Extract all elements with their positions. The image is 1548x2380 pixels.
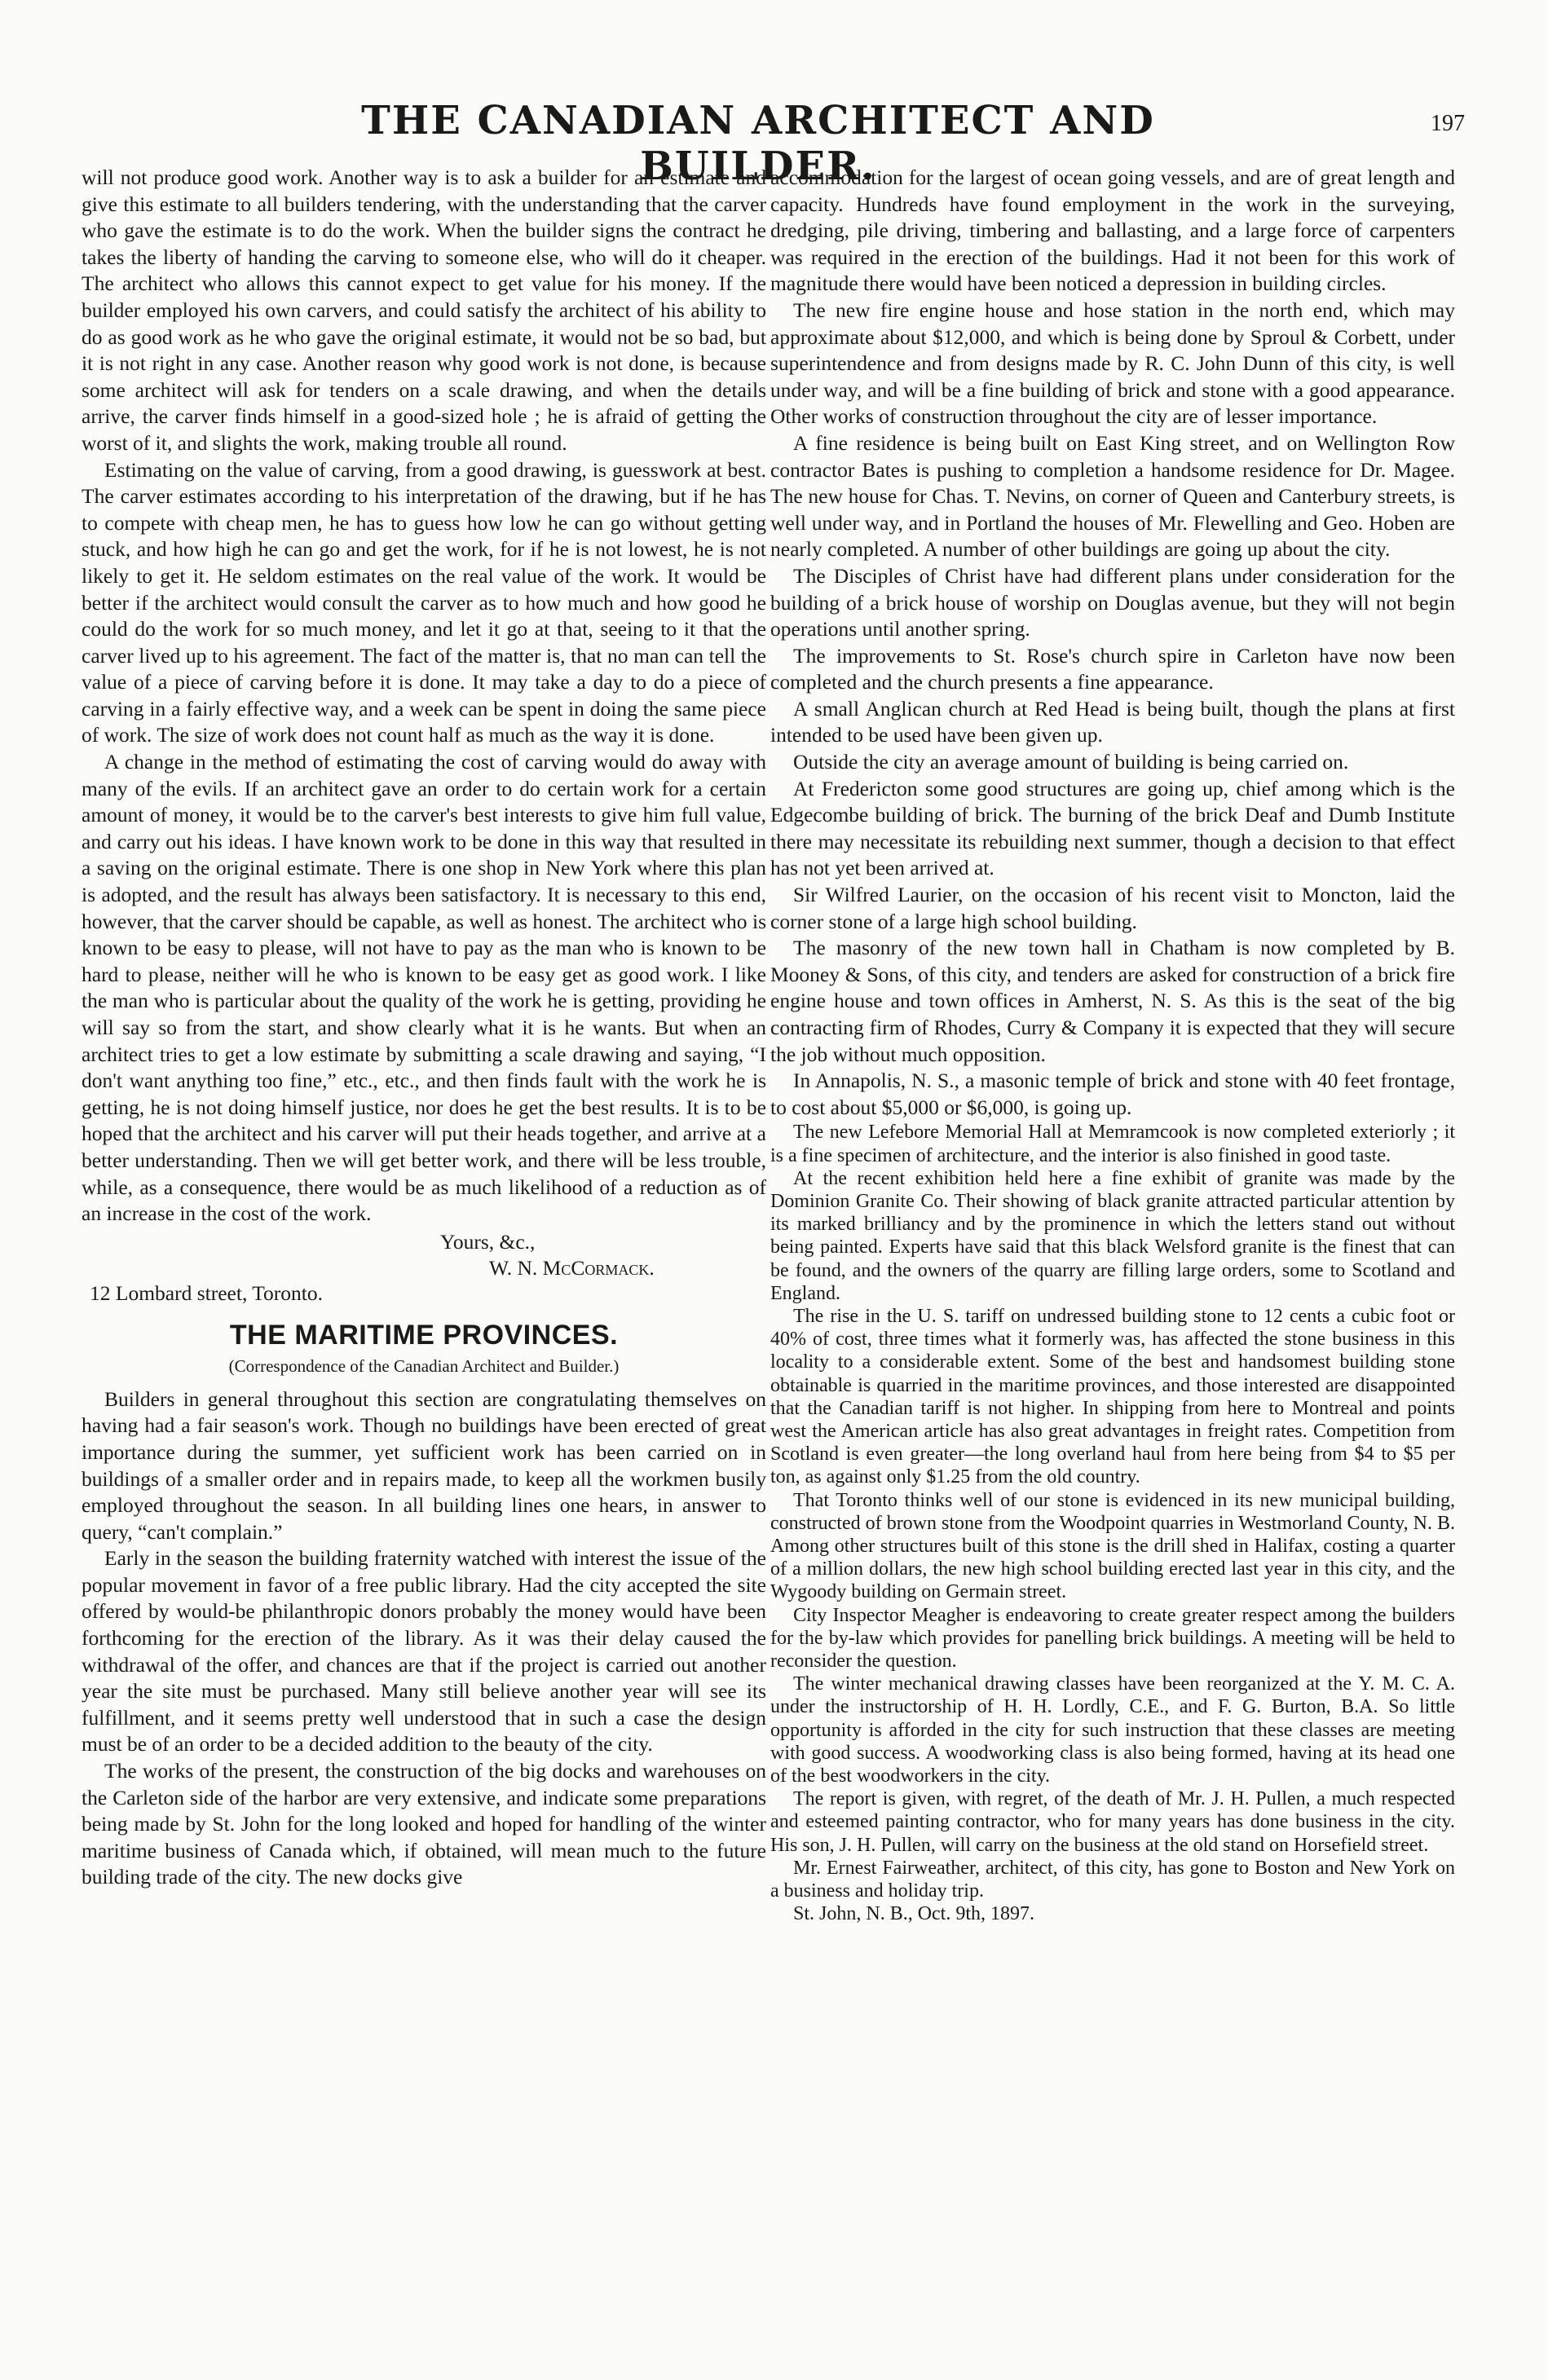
page-number: 197: [1431, 111, 1465, 136]
paragraph: The rise in the U. S. tariff on undressed building stone to 12 cents a cubic foot or 40% of cost, three times what it formerly was, has affected the stone business in this locality to a considerable extent. Some of the best and handsomest building stone obtainable is quarried in the maritime provinces, and those interested are disappointed that the Canadian tariff is not higher. In shipping from here to Montreal and points west the American article has also great advantages in freight rates. Competition from Scotland is even greater—the long overland haul from here being from $4 to $5 per ton, as against only $1.25 from the old country.: [770, 1306, 1455, 1488]
paragraph: The new Lefebore Memorial Hall at Memramcook is now completed exteriorly ; it is a fine specimen of architecture, and the interior is also finished in good taste.: [770, 1122, 1455, 1166]
paragraph: Estimating on the value of carving, from a good drawing, is guesswork at best. The carver estimates according to his interpretation of the drawing, but if he has to compete with cheap men, he has to guess how low he can go without getting stuck, and how high he can go and get the work, for if he is not lowest, he is not likely to get it. He seldom estimates on the real value of the work. It would be better if the architect would consult the carver as to how much and how good he could do the work for so much money, and let it go at that, seeing to it that the carver lived up to his agreement. The fact of the matter is, that no man can tell the value of a piece of carving before it is done. It may take a day to do a piece of carving in a fairly effective way, and a week can be spent in doing the same piece of work. The size of work does not count half as much as the way it is done.: [82, 457, 766, 747]
author-name: W. N. McCormack.: [489, 1256, 655, 1280]
paragraph: Builders in general throughout this section are congratulating themselves on having had a fair season's work. Though no buildings have been erected of great importance during the summer, yet sufficient work has been carried on in buildings of a smaller order and in repairs made, to keep all the workmen busily employed throughout the season. In all building lines one hears, in answer to query, “can't complain.”: [82, 1386, 766, 1544]
paragraph: Early in the season the building fraternity watched with interest the issue of the popular movement in favor of a free public library. Had the city accepted the site offered by would-be philanthropic donors probably the money would have been forthcoming for the erection of the library. As it was their delay caused the withdrawal of the offer, and chances are that if the project is carried out another year the site must be purchased. Many still believe another year will see its fulfillment, and it seems pretty well understood that in such a case the design must be of an order to be a decided addition to the beauty of the city.: [82, 1546, 766, 1756]
paragraph: A small Anglican church at Red Head is being built, though the plans at first intended to be used have been given up.: [770, 696, 1455, 747]
left-column: [82, 165, 766, 1891]
letter-signoff: [82, 1229, 766, 1307]
paragraph: City Inspector Meagher is endeavoring to create greater respect among the builders for the by-law which provides for panelling brick buildings. A meeting will be held to reconsider the question.: [770, 1604, 1455, 1673]
paragraph: The masonry of the new town hall in Chatham is now completed by B. Mooney & Sons, of this city, and tenders are asked for construction of a brick fire engine house and town offices in Amherst, N. S. As this is the seat of the big contracting firm of Rhodes, Curry & Company it is expected that they will secure the job without much opposition.: [770, 936, 1455, 1066]
paragraph: That Toronto thinks well of our stone is evidenced in its new municipal building, constructed of brown stone from the Woodpoint quarries in Westmorland County, N. B. Among other structures built of this stone is the drill shed in Halifax, costing a quarter of a million dollars, the new high school building erected last year in this city, and the Wygoody building on Germain street.: [770, 1489, 1455, 1603]
paragraph: The new fire engine house and hose station in the north end, which may approximate about $12,000, and which is being done by Sproul & Corbett, under superintendence and from designs made by R. C. John Dunn of this city, is well under way, and will be a fine building of brick and stone with a good appearance. Other works of construction throughout the city are of lesser importance.: [770, 298, 1455, 429]
paragraph: The winter mechanical drawing classes have been reorganized at the Y. M. C. A. under the instructorship of H. H. Lordly, C.E., and F. G. Burton, B.A. So little opportunity is afforded in the city for such instruction that these classes are meeting with good success. A woodworking class is also being formed, having at its head one of the best woodworkers in the city.: [770, 1673, 1455, 1787]
dateline: St. John, N. B., Oct. 9th, 1897.: [793, 1903, 1035, 1925]
paragraph: A fine residence is being built on East King street, and on Wellington Row contractor Bates is pushing to completion a handsome residence for Dr. Magee. The new house for Chas. T. Nevins, on corner of Queen and Canterbury streets, is well under way, and in Portland the houses of Mr. Flewelling and Geo. Hoben are nearly completed. A number of other buildings are going up about the city.: [770, 430, 1455, 562]
paragraph: The improvements to St. Rose's church spire in Carleton have now been completed and the church presents a fine appearance.: [770, 643, 1455, 694]
paragraph: At Fredericton some good structures are going up, chief among which is the Edgecombe building of brick. The burning of the brick Deaf and Dumb Institute there may necessitate its rebuilding next summer, though a decision to that effect has not yet been arrived at.: [770, 776, 1455, 880]
paragraph: A change in the method of estimating the cost of carving would do away with many of the evils. If an architect gave an order to do certain work for a certain amount of money, it would be to the carver's best interests to give him full value, and carry out his ideas. I have known work to be done in this way that resulted in a saving on the original estimate. There is one shop in New York where this plan is adopted, and the result has always been satisfactory. It is necessary to this end, however, that the carver should be capable, as well as honest. The architect who is known to be easy to please, will not have to pay as the man who is known to be hard to please, neither will he who is known to be easy get as good work. I like the man who is particular about the quality of the work he is getting, providing he will say so from the start, and show clearly what it is he wants. But when an architect tries to get a low estimate by submitting a scale drawing and saying, “I don't want anything too fine,” etc., etc., and then finds fault with the work he is getting, he is not doing himself justice, nor does he get the best results. It is to be hoped that the architect and his carver will put their heads together, and arrive at a better understanding. Then we will get better work, and there will be less trouble, while, as a consequence, there would be as much likelihood of a reduction as of an increase in the cost of the work.: [82, 750, 766, 1226]
paragraph: Mr. Ernest Fairweather, architect, of this city, has gone to Boston and New York on a business and holiday trip.: [770, 1857, 1455, 1902]
dense-text-block: [770, 1121, 1455, 1925]
paragraph: The report is given, with regret, of the death of Mr. J. H. Pullen, a much respected and esteemed painting contractor, who for many years has done business in the city. His son, J. H. Pullen, will carry on the business at the old stand on Horsefield street.: [770, 1788, 1455, 1856]
salutation: Yours, &c.,: [440, 1229, 536, 1254]
paragraph: accommodation for the largest of ocean going vessels, and are of great length and capacity. Hundreds have found employment in the work in the surveying, dredging, pile driving, timbering and ballasting, and a large force of carpenters was required in the erection of the buildings. Had it not been for this work of magnitude there would have been noticed a depression in building circles.: [770, 165, 1455, 296]
right-column: [770, 165, 1455, 1925]
running-head: THE CANADIAN ARCHITECT AND BUILDER.: [361, 98, 1155, 189]
section-title: THE MARITIME PROVINCES.: [229, 1319, 619, 1351]
paragraph: Sir Wilfred Laurier, on the occasion of his recent visit to Moncton, laid the corner stone of a large high school building.: [770, 883, 1455, 933]
paragraph: The works of the present, the construction of the big docks and warehouses on the Carleton side of the harbor are very extensive, and indicate some preparations being made by St. John for the long looked and hoped for handling of the winter maritime business of Canada which, if obtained, will mean much to the future building trade of the city. The new docks give: [82, 1759, 766, 1889]
paragraph: In Annapolis, N. S., a masonic temple of brick and stone with 40 feet frontage, to cost about $5,000 or $6,000, is going up.: [770, 1069, 1455, 1119]
author-address: 12 Lombard street, Toronto.: [90, 1280, 323, 1305]
paragraph: will not produce good work. Another way is to ask a builder for an estimate and give this estimate to all builders tendering, with the understanding that the carver who gave the estimate is to do the work. When the builder signs the contract he takes the liberty of handing the carving to someone else, who will do it cheaper. The architect who allows this cannot expect to get value for his money. If the builder employed his own carvers, and could satisfy the architect of his ability to do as good work as he who gave the original estimate, it would not be so bad, but it is not right in any case. Another reason why good work is not done, is because some architect will ask for tenders on a scale drawing, and when the details arrive, the carver finds himself in a good-sized hole ; he is afraid of getting the worst of it, and slights the work, making trouble all round.: [82, 165, 766, 455]
paragraph: The Disciples of Christ have had different plans under consideration for the building of a brick house of worship on Douglas avenue, but they will not begin operations until another spring.: [770, 563, 1455, 641]
paragraph: Outside the city an average amount of building is being carried on.: [793, 750, 1349, 774]
paragraph: At the recent exhibition held here a fine exhibit of granite was made by the Dominion Granite Co. Their showing of black granite attracted particular attention by its marked brilliancy and by the prominence in which the letters stand out without being painted. Experts have said that this black Welsford granite is the finest that can be found, and the owners of the quarry are filling large orders, some to Scotland and England.: [770, 1167, 1455, 1304]
section-subtitle: (Correspondence of the Canadian Architect and Builder.): [228, 1356, 620, 1377]
